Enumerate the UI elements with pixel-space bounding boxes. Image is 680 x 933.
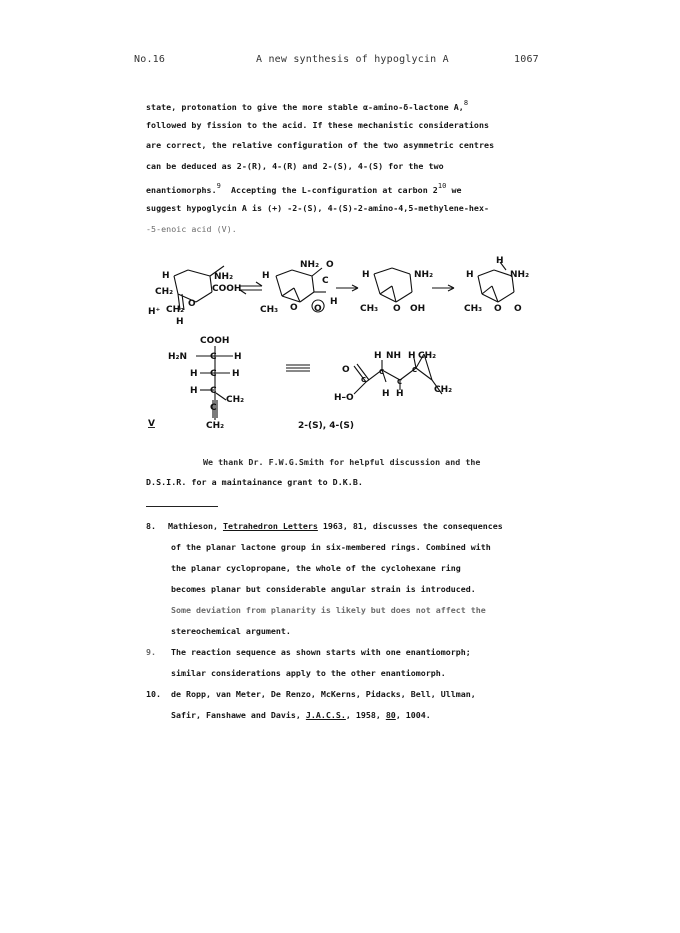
body-line-7: -5-enoic acid (V). [146, 224, 237, 234]
running-title: A new synthesis of hypoglycin A [256, 54, 449, 65]
journal-number: No.16 [134, 54, 166, 65]
footnote-separator [146, 506, 218, 507]
equivalence-sign [286, 365, 310, 371]
acknowledgement-line-2: D.S.I.R. for a maintainance grant to D.K.B. [146, 477, 363, 487]
reaction-arrow-1 [336, 285, 358, 291]
s1-ch2-lower: CH₂ [166, 305, 185, 315]
body-line-3: are correct, the relative configuration of the two asymmetric centres [146, 140, 495, 150]
s2-o-atom: O [326, 260, 334, 270]
s1-o-atom: O [188, 299, 196, 309]
zz-ho-group: H–O [334, 393, 354, 403]
zz-ch2-terminal: CH₂ [434, 385, 453, 395]
s2-c-atom: C [322, 276, 329, 286]
s4-h-atom: H [466, 270, 474, 280]
zz-c2: C [379, 368, 385, 376]
s2-ch3-group: CH₃ [260, 305, 279, 315]
zz-c1: C [361, 376, 367, 384]
fischer-h4: H [190, 386, 198, 396]
s4-ch3-group: CH₃ [464, 304, 483, 314]
s1-nh2-group: NH₂ [214, 272, 234, 282]
equilibrium-arrow [240, 282, 262, 294]
zz-h-top-2: H [408, 351, 416, 361]
reference-10-line-2: Safir, Fanshawe and Davis, J.A.C.S., 1958, 80, 1004. [171, 710, 431, 720]
configuration-label: 2-(S), 4-(S) [298, 421, 354, 431]
reference-8-line-6: stereochemical argument. [171, 626, 291, 636]
fischer-c4: C [210, 386, 217, 396]
reference-9-line-2: similar considerations apply to the other enantiomorph. [171, 668, 446, 678]
reaction-arrow-2 [432, 285, 454, 291]
fischer-cooh: COOH [200, 336, 230, 346]
reference-10-line-1: de Ropp, van Meter, De Renzo, McKerns, Pidacks, Bell, Ullman, [171, 689, 476, 699]
reference-9-line-1: The reaction sequence as shown starts with one enantiomorph; [171, 647, 471, 657]
reference-8-line-3: the planar cyclopropane, the whole of the cyclohexane ring [171, 563, 461, 573]
fischer-h2n: H₂N [168, 352, 188, 362]
zz-nh-group: NH [386, 351, 402, 361]
s4-o-carbonyl: O [514, 304, 522, 314]
structure-3-bonds [374, 268, 412, 302]
zz-o-carbonyl: O [342, 365, 350, 375]
fischer-c5: C [210, 403, 217, 413]
s4-h-top: H [496, 256, 504, 266]
reference-8-line-1: Mathieson, Tetrahedron Letters 1963, 81, discusses the consequences [168, 521, 503, 531]
s3-o-atom: O [393, 304, 401, 314]
s3-ch3-group: CH₃ [360, 304, 379, 314]
page-number: 1067 [514, 54, 539, 65]
zz-c3: C [397, 378, 403, 386]
s1-h-lower: H [176, 317, 184, 327]
s1-ch2-group: CH₂ [155, 287, 174, 297]
fischer-h2: H [234, 352, 242, 362]
fischer-h3-right: H [232, 369, 240, 379]
body-line-5: enantiomorphs.$^9$ Accepting the L-configuration at carbon $2^{10}$ we [146, 182, 462, 195]
fischer-h3-left: H [190, 369, 198, 379]
zz-h-top-1: H [374, 351, 382, 361]
reference-8-number: 8. [146, 521, 156, 531]
fischer-c3: C [210, 369, 217, 379]
s1-cooh-group: COOH [212, 284, 242, 294]
structure-4-bonds [478, 262, 514, 302]
s1-hplus: H⁺ [148, 307, 161, 317]
acknowledgement-line-1: We thank Dr. F.W.G.Smith for helpful discussion and the [203, 457, 481, 467]
s3-h-atom: H [362, 270, 370, 280]
s2-nh2-group: NH₂ [300, 260, 320, 270]
reference-8-line-4: becomes planar but considerable angular strain is introduced. [171, 584, 476, 594]
s3-nh2-group: NH₂ [414, 270, 434, 280]
body-line-6: suggest hypoglycin A is (+) -2-(S), 4-(S)-2-amino-4,5-methylene-hex- [146, 203, 490, 213]
body-line-2: followed by fission to the acid. If these mechanistic considerations [146, 120, 490, 130]
fischer-ch2-ring: CH₂ [226, 395, 245, 405]
s2-o-ring: O [290, 303, 298, 313]
s2-h-atom: H [262, 271, 270, 281]
fischer-c2: C [210, 352, 217, 362]
reference-9-number: 9. [146, 647, 156, 657]
s2-o-carbonyl: O [314, 304, 322, 314]
fischer-ch2-terminal: CH₂ [206, 421, 225, 431]
zz-ch2-ring: CH₂ [418, 351, 437, 361]
s3-oh-group: OH [410, 304, 426, 314]
reference-10-number: 10. [146, 689, 161, 699]
compound-label-v: V [148, 419, 155, 429]
reference-8-line-2: of the planar lactone group in six-membered rings. Combined with [171, 542, 491, 552]
body-line-1: state, protonation to give the more stable α-amino-δ-lactone A,$^8$ [146, 99, 469, 112]
zz-c4: C [412, 366, 418, 374]
s4-o-ring: O [494, 304, 502, 314]
s2-h-lower: H [330, 297, 338, 307]
s1-h-atom: H [162, 271, 170, 281]
s4-nh2-group: NH₂ [510, 270, 530, 280]
body-line-4: can be deduced as 2-(R), 4-(R) and 2-(S), 4-(S) for the two [146, 161, 444, 171]
reference-8-line-5: Some deviation from planarity is likely but does not affect the [171, 605, 486, 615]
zz-h-bottom-2: H [396, 389, 404, 399]
zz-h-bottom-1: H [382, 389, 390, 399]
